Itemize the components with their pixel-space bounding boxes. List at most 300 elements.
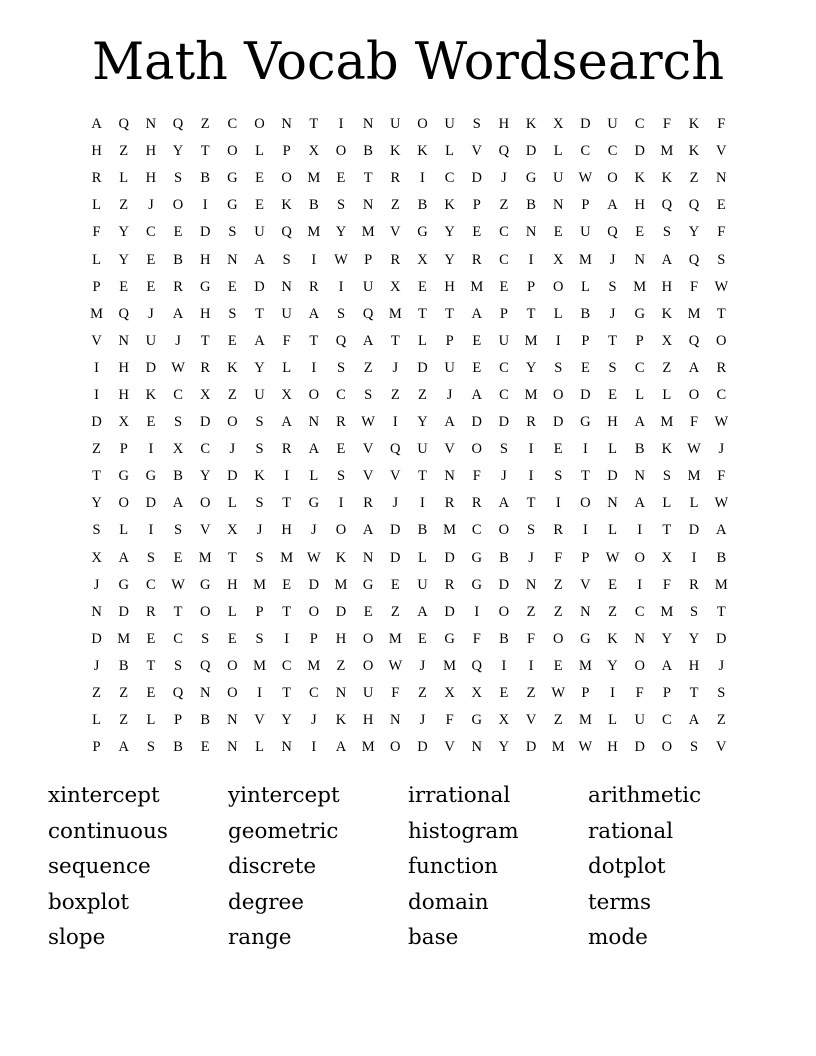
grid-letter: Z (499, 197, 509, 214)
grid-letter: E (390, 576, 400, 593)
grid-letter: Q (688, 332, 700, 349)
grid-letter: L (92, 197, 101, 214)
grid-letter: S (255, 549, 264, 566)
grid-row (83, 707, 735, 734)
grid-letter: D (199, 224, 211, 241)
grid-letter: A (634, 495, 645, 512)
grid-letter: T (608, 332, 617, 349)
grid-letter: E (255, 197, 264, 214)
grid-letter: V (362, 441, 374, 458)
grid-letter: E (255, 170, 264, 187)
grid-letter: O (362, 657, 374, 674)
grid-letter: I (338, 116, 344, 133)
grid-letter: L (92, 712, 101, 729)
grid-letter: E (608, 386, 617, 403)
grid-letter: T (716, 305, 726, 322)
grid-letter: M (307, 224, 321, 241)
grid-letter: V (91, 332, 102, 349)
grid-letter: B (417, 522, 428, 539)
grid-letter: M (687, 468, 701, 485)
grid-letter: T (227, 549, 237, 566)
grid-letter: K (688, 116, 700, 133)
word-list-item: domain (408, 889, 489, 915)
grid-letter: Q (118, 116, 129, 133)
grid-letter: S (364, 386, 373, 403)
grid-letter: B (634, 441, 645, 458)
grid-letter: V (390, 224, 401, 241)
grid-letter: M (253, 657, 266, 674)
grid-letter: S (282, 251, 291, 268)
grid-letter: J (718, 657, 725, 674)
grid-row (83, 572, 735, 599)
grid-letter: P (527, 278, 536, 295)
grid-letter: S (689, 739, 699, 756)
grid-letter: F (92, 224, 101, 241)
grid-letter: P (499, 305, 508, 322)
grid-letter: B (499, 630, 509, 647)
grid-letter: T (173, 603, 183, 620)
grid-letter: A (118, 549, 129, 566)
grid-letter: E (200, 739, 210, 756)
grid-letter: G (471, 549, 482, 566)
grid-letter: U (417, 441, 428, 458)
grid-letter: R (553, 522, 564, 539)
grid-letter: Z (92, 685, 101, 702)
grid-letter: U (362, 685, 374, 702)
grid-letter: S (689, 603, 699, 620)
grid-letter: K (634, 170, 645, 187)
grid-row (83, 626, 735, 653)
grid-letter: C (173, 630, 183, 647)
grid-letter: D (716, 630, 727, 647)
grid-letter: S (92, 522, 101, 539)
grid-letter: U (498, 332, 510, 349)
grid-row (83, 382, 735, 409)
grid-letter: D (688, 522, 700, 539)
grid-letter: M (660, 414, 674, 431)
grid-letter: K (661, 170, 673, 187)
grid-letter: Q (172, 685, 184, 702)
grid-letter: X (390, 278, 401, 295)
grid-row (83, 517, 735, 544)
grid-letter: L (689, 495, 699, 512)
word-list-item: discrete (228, 854, 317, 880)
word-list-item: degree (228, 889, 304, 915)
grid-letter: C (607, 143, 618, 160)
grid-letter: Y (661, 630, 673, 647)
grid-letter: N (281, 116, 292, 133)
grid-letter: D (471, 170, 482, 187)
grid-letter: Z (526, 685, 536, 702)
grid-letter: Z (200, 116, 210, 133)
grid-letter: B (308, 197, 319, 214)
grid-letter: I (555, 495, 561, 512)
grid-letter: S (662, 468, 671, 485)
word-list-item: mode (588, 925, 648, 951)
grid-letter: L (553, 143, 563, 160)
grid-letter: C (308, 685, 319, 702)
grid-letter: E (363, 603, 373, 620)
grid-letter: M (714, 576, 728, 593)
grid-letter: E (173, 549, 183, 566)
grid-letter: P (255, 603, 264, 620)
grid-letter: M (253, 576, 266, 593)
grid-letter: J (148, 197, 154, 214)
grid-letter: V (580, 576, 591, 593)
grid-row (83, 463, 735, 490)
grid-letter: M (660, 603, 674, 620)
grid-letter: M (334, 576, 348, 593)
grid-letter: R (689, 576, 699, 593)
grid-letter: T (255, 305, 264, 322)
grid-letter: T (200, 332, 210, 349)
grid-letter: B (200, 712, 211, 729)
grid-letter: X (227, 522, 238, 539)
grid-letter: Q (281, 224, 292, 241)
grid-letter: B (173, 739, 183, 756)
grid-letter: Z (119, 143, 129, 160)
grid-letter: D (471, 414, 482, 431)
grid-letter: V (362, 468, 374, 485)
grid-letter: M (361, 224, 375, 241)
grid-letter: N (281, 278, 292, 295)
grid-letter: L (227, 495, 237, 512)
grid-letter: E (499, 685, 509, 702)
grid-letter: Q (390, 441, 401, 458)
grid-letter: L (662, 386, 672, 403)
grid-letter: X (498, 712, 510, 729)
grid-letter: G (199, 278, 211, 295)
grid-letter: Z (119, 712, 129, 729)
grid-letter: E (472, 359, 482, 376)
grid-letter: E (553, 441, 563, 458)
grid-row (83, 680, 735, 707)
grid-letter: G (580, 414, 591, 431)
grid-letter: W (388, 657, 403, 674)
grid-letter: I (528, 441, 534, 458)
grid-letter: U (362, 278, 374, 295)
grid-letter: O (688, 386, 700, 403)
grid-letter: N (716, 170, 727, 187)
grid-letter: X (308, 143, 320, 160)
grid-letter: D (118, 603, 129, 620)
grid-letter: A (281, 414, 292, 431)
grid-letter: Z (553, 712, 563, 729)
grid-letter: I (528, 657, 534, 674)
grid-letter: S (146, 549, 155, 566)
grid-letter: C (580, 143, 591, 160)
grid-letter: T (146, 657, 156, 674)
grid-letter: J (419, 712, 426, 729)
grid-letter: O (552, 386, 564, 403)
grid-letter: N (580, 603, 591, 620)
grid-letter: Q (118, 305, 129, 322)
grid-letter: E (336, 170, 346, 187)
grid-letter: G (308, 495, 320, 512)
grid-letter: F (689, 414, 699, 431)
grid-letter: I (94, 359, 99, 376)
grid-letter: X (661, 332, 673, 349)
grid-letter: T (689, 685, 699, 702)
grid-letter: G (634, 305, 645, 322)
grid-letter: N (308, 414, 320, 431)
grid-letter: A (308, 305, 320, 322)
grid-letter: M (660, 143, 674, 160)
grid-letter: N (525, 576, 537, 593)
grid-letter: P (92, 739, 101, 756)
grid-letter: I (528, 468, 534, 485)
grid-letter: M (524, 386, 538, 403)
grid-letter: K (525, 116, 537, 133)
grid-letter: S (336, 359, 346, 376)
grid-letter: K (661, 305, 673, 322)
grid-letter: D (580, 116, 591, 133)
grid-letter: V (444, 441, 455, 458)
grid-letter: I (420, 170, 425, 187)
grid-letter: X (91, 549, 102, 566)
grid-letter: W (714, 278, 729, 295)
grid-letter: C (227, 116, 238, 133)
grid-letter: C (662, 712, 672, 729)
grid-letter: O (227, 657, 238, 674)
grid-letter: C (499, 251, 509, 268)
grid-letter: O (227, 685, 238, 702)
grid-letter: C (716, 386, 727, 403)
grid-letter: A (172, 305, 184, 322)
grid-letter: J (446, 386, 453, 403)
grid-letter: B (173, 468, 183, 485)
grid-row (83, 274, 735, 301)
grid-letter: C (146, 224, 156, 241)
grid-letter: J (718, 441, 725, 458)
grid-letter: Z (119, 685, 129, 702)
grid-letter: I (311, 359, 317, 376)
grid-letter: S (228, 305, 237, 322)
grid-letter: I (610, 685, 615, 702)
grid-letter: W (687, 441, 701, 458)
grid-letter: I (311, 251, 317, 268)
grid-letter: U (552, 170, 564, 187)
grid-letter: E (227, 630, 237, 647)
grid-letter: W (578, 170, 593, 187)
grid-letter: A (91, 116, 102, 133)
grid-letter: S (554, 468, 563, 485)
grid-letter: M (388, 630, 402, 647)
grid-letter: H (118, 386, 129, 403)
grid-letter: N (281, 739, 292, 756)
grid-letter: H (498, 116, 510, 133)
grid-letter: V (444, 739, 455, 756)
grid-letter: U (444, 359, 455, 376)
grid-letter: G (227, 170, 238, 187)
grid-letter: E (227, 332, 237, 349)
grid-letter: J (609, 251, 616, 268)
grid-letter: F (662, 576, 671, 593)
grid-letter: J (609, 305, 616, 322)
grid-letter: M (388, 305, 402, 322)
grid-letter: O (607, 170, 618, 187)
grid-row (83, 490, 735, 517)
grid-letter: C (200, 441, 211, 458)
grid-letter: Q (199, 657, 211, 674)
grid-letter: O (335, 522, 347, 539)
grid-letter: Y (118, 251, 129, 268)
word-list-item: function (408, 854, 498, 880)
grid-letter: F (689, 278, 699, 295)
grid-letter: N (634, 468, 645, 485)
grid-letter: T (363, 170, 373, 187)
grid-letter: R (390, 251, 401, 268)
grid-letter: C (281, 657, 292, 674)
grid-letter: W (171, 359, 185, 376)
grid-letter: P (445, 332, 454, 349)
grid-letter: H (634, 197, 645, 214)
grid-letter: Y (607, 657, 618, 674)
grid-letter: O (281, 170, 292, 187)
grid-letter: T (662, 522, 672, 539)
grid-letter: G (471, 712, 482, 729)
grid-letter: P (662, 685, 671, 702)
grid-letter: O (308, 386, 320, 403)
grid-letter: U (254, 386, 265, 403)
grid-letter: A (118, 739, 129, 756)
grid-letter: W (361, 414, 375, 431)
grid-letter: C (336, 386, 346, 403)
grid-letter: K (688, 143, 700, 160)
grid-letter: A (688, 359, 700, 376)
grid-letter: O (661, 739, 673, 756)
grid-letter: S (608, 278, 617, 295)
grid-letter: G (199, 576, 211, 593)
grid-letter: C (146, 576, 156, 593)
grid-letter: Y (172, 143, 184, 160)
grid-letter: F (445, 712, 454, 729)
grid-letter: B (200, 170, 211, 187)
grid-letter: V (390, 468, 401, 485)
grid-letter: Z (390, 197, 400, 214)
grid-letter: S (255, 630, 264, 647)
grid-letter: M (687, 305, 701, 322)
grid-letter: X (661, 549, 673, 566)
grid-letter: I (202, 197, 208, 214)
grid-letter: D (254, 278, 265, 295)
grid-letter: E (608, 576, 617, 593)
grid-letter: I (257, 685, 262, 702)
grid-letter: T (716, 603, 726, 620)
grid-letter: Z (689, 170, 699, 187)
grid-letter: A (471, 305, 482, 322)
grid-letter: D (498, 576, 510, 593)
grid-letter: T (390, 332, 400, 349)
grid-letter: A (172, 495, 184, 512)
grid-letter: W (605, 549, 620, 566)
grid-letter: J (501, 170, 507, 187)
grid-letter: P (581, 197, 590, 214)
grid-letter: K (390, 143, 401, 160)
grid-letter: M (198, 549, 212, 566)
grid-letter: S (527, 522, 536, 539)
grid-letter: N (227, 712, 238, 729)
grid-letter: C (634, 603, 645, 620)
page-title: Math Vocab Wordsearch (91, 33, 725, 92)
grid-letter: H (145, 170, 157, 187)
grid-letter: E (418, 278, 427, 295)
grid-letter: K (417, 143, 428, 160)
grid-letter: E (472, 224, 482, 241)
grid-letter: T (580, 468, 590, 485)
grid-row (83, 599, 735, 626)
grid-letter: F (717, 468, 726, 485)
grid-letter: X (444, 685, 455, 702)
grid-letter: X (199, 386, 211, 403)
grid-letter: Q (335, 332, 347, 349)
grid-letter: N (335, 685, 347, 702)
grid-letter: C (173, 386, 183, 403)
grid-letter: Q (362, 305, 374, 322)
grid-letter: J (311, 712, 317, 729)
grid-letter: H (444, 278, 455, 295)
grid-letter: L (119, 522, 129, 539)
grid-letter: F (554, 549, 563, 566)
grid-letter: E (282, 576, 292, 593)
grid-letter: L (309, 468, 319, 485)
grid-letter: T (526, 305, 536, 322)
grid-letter: N (91, 603, 102, 620)
grid-letter: N (362, 549, 374, 566)
grid-letter: T (309, 332, 319, 349)
grid-letter: I (582, 522, 588, 539)
grid-letter: L (92, 251, 101, 268)
grid-letter: R (281, 441, 292, 458)
grid-letter: O (417, 116, 428, 133)
grid-letter: N (471, 739, 482, 756)
grid-letter: Y (444, 251, 455, 268)
grid-letter: W (306, 549, 321, 566)
grid-row (83, 111, 735, 138)
grid-letter: L (418, 332, 427, 349)
grid-letter: L (608, 522, 617, 539)
grid-letter: O (498, 603, 510, 620)
grid-letter: O (716, 332, 727, 349)
grid-row (83, 328, 735, 355)
grid-letter: M (578, 712, 592, 729)
grid-letter: G (471, 576, 482, 593)
grid-letter: T (418, 468, 427, 485)
grid-letter: D (91, 630, 102, 647)
grid-letter: I (474, 603, 480, 620)
grid-letter: Y (688, 630, 700, 647)
grid-letter: D (91, 414, 102, 431)
grid-letter: T (282, 685, 292, 702)
grid-letter: E (580, 359, 590, 376)
grid-letter: E (553, 657, 563, 674)
grid-letter: H (688, 657, 700, 674)
grid-letter: D (227, 468, 238, 485)
grid-letter: S (662, 224, 671, 241)
grid-letter: D (390, 522, 401, 539)
grid-letter: J (175, 332, 181, 349)
grid-row (83, 192, 735, 219)
grid-letter: I (528, 251, 534, 268)
grid-letter: A (661, 657, 673, 674)
grid-letter: A (417, 603, 428, 620)
word-list-item: arithmetic (588, 783, 702, 808)
grid-letter: M (117, 630, 131, 647)
grid-letter: F (527, 630, 536, 647)
grid-letter: C (471, 522, 482, 539)
grid-letter: G (444, 630, 455, 647)
grid-letter: O (172, 197, 184, 214)
